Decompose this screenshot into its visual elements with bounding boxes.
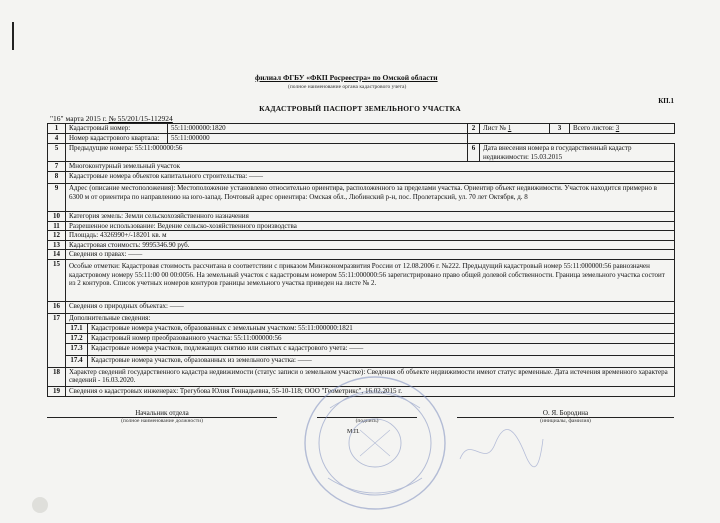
total-sheets — [570, 124, 675, 134]
name-caption: (инициалы, фамилия) — [540, 418, 591, 424]
date-number-line — [50, 114, 173, 123]
row-number: 16 — [48, 302, 66, 314]
table-row — [48, 134, 675, 144]
total-value: 3 — [615, 124, 620, 132]
formed-from-numbers: Кадастровые номера участков, образованных из земельного участка: —— — [88, 355, 675, 367]
corner-smudge-icon — [25, 493, 55, 518]
cadastral-number: 55:11:000000:1820 — [168, 124, 468, 134]
official-name: О. Я. Бородина — [457, 405, 674, 418]
special-notes: Особые отметки: Кадастровая стоимость рассчитана в соответствии с приказом Минэкономразвития России от 12.08.2006 г. №222. Предыдущий кадастровый номер 55:11:000000:56 равнозначен кадастровому номеру 55:11:00 00 00:0056. На земельный участок с кадастровым номером 55:11:000000:56 зарегистрировано право общей долевой собственности. Граница земельного участка состоит из 2 контуров. Список учетных номеров контуров границы земельного участка приведен на листе № 2. — [66, 260, 675, 302]
row-number: 14 — [48, 250, 66, 260]
row-number: 3 — [550, 124, 570, 134]
row-number: 2 — [468, 124, 480, 134]
row-number: 15 — [48, 260, 66, 302]
record-status: Характер сведений государственного кадастра недвижимости (статус записи о земельном участке): Сведения об объекте недвижимости имеют статус временные. Дата истечения временного характера сведений - 16.03.2020. — [66, 367, 675, 386]
capital-objects: Кадастровые номера объектов капитального строительства: —— — [66, 172, 675, 184]
table-row — [48, 172, 675, 184]
sheet-label: Лист № — [483, 124, 507, 132]
multi-contour: Многоконтурный земельный участок — [66, 162, 675, 172]
document-number: № 55/201/15-112924 — [108, 114, 173, 123]
table-row — [48, 250, 675, 260]
row-number: 8 — [48, 172, 66, 184]
row-number: 13 — [48, 240, 66, 250]
table-row — [48, 184, 675, 212]
row-number: 18 — [48, 367, 66, 386]
table-row — [48, 355, 675, 367]
row-number: 4 — [48, 134, 66, 144]
binder-mark — [12, 22, 14, 50]
subrow-number: 17.4 — [66, 355, 88, 367]
form-code: КП.1 — [658, 97, 674, 105]
row-number: 9 — [48, 184, 66, 212]
table-row — [48, 221, 675, 231]
row-number: 10 — [48, 212, 66, 222]
organization-caption: (полное наименование органа кадастрового учета) — [288, 84, 407, 90]
quarter-number: 55:11:000000 — [168, 134, 468, 144]
total-label: Всего листов: — [573, 124, 614, 132]
row-number: 12 — [48, 231, 66, 241]
row-number: 19 — [48, 386, 66, 396]
official-stamp-icon — [300, 368, 450, 518]
subrow-number: 17.1 — [66, 323, 88, 333]
table-row — [48, 314, 675, 324]
table-row — [48, 323, 675, 333]
empty-cell — [468, 134, 675, 144]
removed-numbers: Кадастровые номера участков, подлежащих снятию или снятых с кадастрового учета: —— — [88, 343, 675, 355]
row-number: 17 — [48, 314, 66, 368]
address: Адрес (описание местоположения): Местоположение установлено относительно ориентира, расположенного за пределами участка. Ориентир объект недвижимости. Участок находится примерно в 6300 м от ориентира по направлению на юго-запад. Почтовый адрес ориентира: Омская обл., Любинский р-н, пос. Пролетарский, ул. 70 лет Октября, д. 8 — [66, 184, 675, 212]
field-label: Кадастровый номер: — [66, 124, 168, 134]
signature-scribble-icon — [455, 424, 545, 474]
table-row — [48, 162, 675, 172]
area: Площадь: 4326990+/-18201 кв. м — [66, 231, 675, 241]
subrow-number: 17.3 — [66, 343, 88, 355]
field-label: Номер кадастрового квартала: — [66, 134, 168, 144]
permitted-use: Разрешенное использование: Ведение сельско-хозяйственного производства — [66, 221, 675, 231]
row-number: 5 — [48, 144, 66, 162]
row-number: 7 — [48, 162, 66, 172]
formed-with-numbers: Кадастровые номера участков, образованных с земельным участком: 55:11:000000:1821 — [88, 323, 675, 333]
sheet-value: 1 — [507, 124, 512, 132]
row-number: 11 — [48, 221, 66, 231]
row-number: 1 — [48, 124, 66, 134]
registration-date: Дата внесения номера в государственный кадастр недвижимости: 15.03.2015 — [480, 144, 675, 162]
rights-info: Сведения о правах: —— — [66, 250, 675, 260]
position-caption: (полное наименование должности) — [121, 418, 203, 424]
document-date: "16" марта 2015 г. — [50, 114, 107, 123]
engineers-info: Сведения о кадастровых инженерах: Трегубова Юлия Геннадьевна, 55-10-118; ООО "Геометрикс", 16.02.2015 г. — [66, 386, 675, 396]
table-row — [48, 260, 675, 302]
table-row — [48, 231, 675, 241]
official-position: Начальник отдела — [47, 405, 277, 418]
organization-name: филиал ФГБУ «ФКП Росреестра» по Омской области — [255, 73, 438, 82]
row-number: 6 — [468, 144, 480, 162]
previous-numbers: Предыдущие номера: 55:11:000000:56 — [66, 144, 468, 162]
subrow-number: 17.2 — [66, 333, 88, 343]
sheet-number — [480, 124, 550, 134]
signature-caption: (подпись) — [355, 418, 379, 424]
table-row — [48, 302, 675, 314]
document-title: КАДАСТРОВЫЙ ПАСПОРТ ЗЕМЕЛЬНОГО УЧАСТКА — [259, 104, 461, 113]
table-row — [48, 124, 675, 134]
table-row — [48, 240, 675, 250]
passport-table — [47, 123, 675, 397]
seal-mark: М.П. — [347, 429, 360, 435]
land-category: Категория земель: Земли сельскохозяйственного назначения — [66, 212, 675, 222]
additional-info: Дополнительные сведения: — [66, 314, 675, 324]
table-row — [48, 343, 675, 355]
transformed-number: Кадастровый номер преобразованного участка: 55:11:000000:56 — [88, 333, 675, 343]
table-row — [48, 144, 675, 162]
table-row — [48, 212, 675, 222]
natural-objects: Сведения о природных объектах: —— — [66, 302, 675, 314]
table-row — [48, 333, 675, 343]
cadastral-value: Кадастровая стоимость: 9995346.90 руб. — [66, 240, 675, 250]
